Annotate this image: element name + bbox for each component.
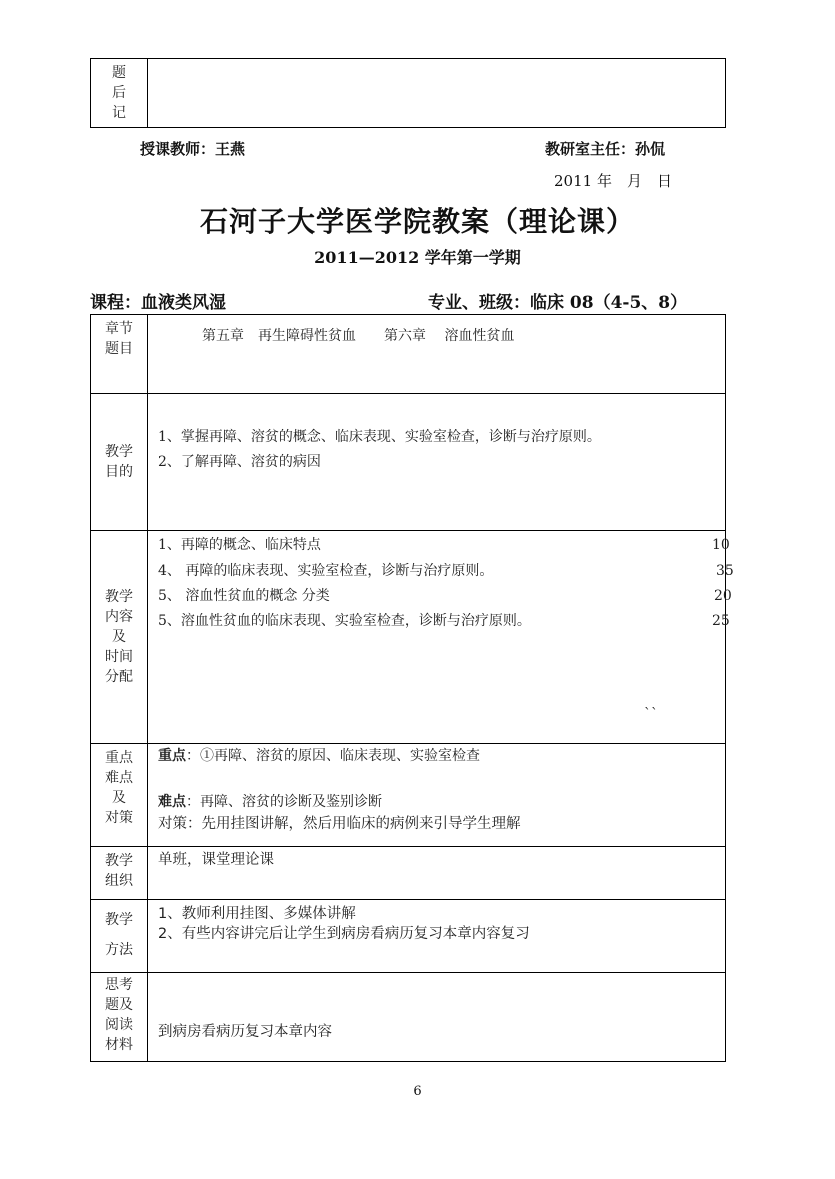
- reading-label: 思考 题及 阅读 材料: [91, 973, 148, 1062]
- director-signature: 教研室主任：孙侃: [545, 140, 666, 158]
- difficult-point-text: ：再障、溶贫的诊断及鉴别诊断: [186, 794, 382, 810]
- objective-line: 2、了解再障、溶贫的病因: [158, 454, 321, 470]
- afterword-cell: [148, 59, 726, 128]
- method-cell: [148, 900, 726, 973]
- method-line: 2、有些内容讲完后让学生到病房看病历复习本章内容复习: [158, 926, 530, 942]
- content-minutes: 25: [712, 613, 730, 629]
- page-title: 石河子大学医学院教案（理论课）: [199, 205, 635, 238]
- chapter-label: 章节 题目: [91, 315, 148, 394]
- content-minutes: 10: [712, 537, 730, 553]
- content-item: 4、 再障的临床表现、实验室检查，诊断与治疗原则。: [158, 563, 494, 579]
- key-points-cell: [148, 744, 726, 847]
- course-name: 课程：血液类风湿: [90, 293, 226, 313]
- content-minutes: 35: [716, 563, 734, 579]
- content-label: 教学 内容 及 时间 分配: [91, 531, 148, 744]
- content-item: 5、溶血性贫血的临床表现、实验室检查，诊断与治疗原则。: [158, 613, 531, 629]
- teacher-signature: 授课教师：王燕: [140, 140, 246, 158]
- afterword-label: 题 后 记: [91, 59, 148, 128]
- method-label: 教学 方法: [91, 900, 148, 973]
- objectives-label: 教学 目的: [91, 394, 148, 531]
- signature-date: 2011 年 月 日: [554, 172, 672, 190]
- difficult-point-line: [158, 791, 382, 813]
- organization-cell: [148, 847, 726, 900]
- class-info: 专业、班级：临床 08（4-5、8）: [428, 293, 688, 313]
- reading-row: [91, 973, 726, 1062]
- chapter-cell: [148, 315, 726, 394]
- key-point-line: [158, 745, 480, 767]
- difficult-point-label: 难点: [158, 794, 186, 810]
- content-item: 1、再障的概念、临床特点: [158, 537, 321, 553]
- reading-cell: [148, 973, 726, 1062]
- semester-subtitle: 2011—2012 学年第一学期: [314, 248, 521, 267]
- objectives-cell: [148, 394, 726, 531]
- key-point-label: 重点: [158, 748, 186, 764]
- key-point-text: ：①再障、溶贫的原因、临床表现、实验室检查: [186, 748, 480, 764]
- content-item: 5、 溶血性贫血的概念 分类: [158, 588, 330, 604]
- top-table: [90, 58, 726, 128]
- content-cell: [148, 531, 734, 744]
- key-points-row: [91, 744, 726, 847]
- content-minutes: 20: [714, 588, 732, 604]
- content-row: [91, 531, 726, 744]
- stray-mark: ``: [644, 706, 658, 722]
- reading-text: 到病房看病历复习本章内容: [158, 1024, 332, 1040]
- method-line: 1、教师利用挂图、多媒体讲解: [158, 906, 356, 922]
- strategy-line: 对策：先用挂图讲解，然后用临床的病例来引导学生理解: [158, 816, 521, 832]
- organization-text: 单班，课堂理论课: [158, 852, 274, 868]
- chapter-title: 第五章 再生障碍性贫血 第六章 溶血性贫血: [202, 328, 515, 344]
- page-number: 6: [413, 1084, 422, 1099]
- objective-line: 1、掌握再障、溶贫的概念、临床表现、实验室检查，诊断与治疗原则。: [158, 429, 601, 445]
- organization-label: 教学 组织: [91, 847, 148, 900]
- lesson-plan-table: [90, 314, 734, 1062]
- organization-row: [91, 847, 726, 900]
- method-row: [91, 900, 726, 973]
- objectives-row: [91, 394, 726, 531]
- chapter-row: [91, 315, 726, 394]
- key-points-label: 重点 难点 及 对策: [91, 744, 148, 847]
